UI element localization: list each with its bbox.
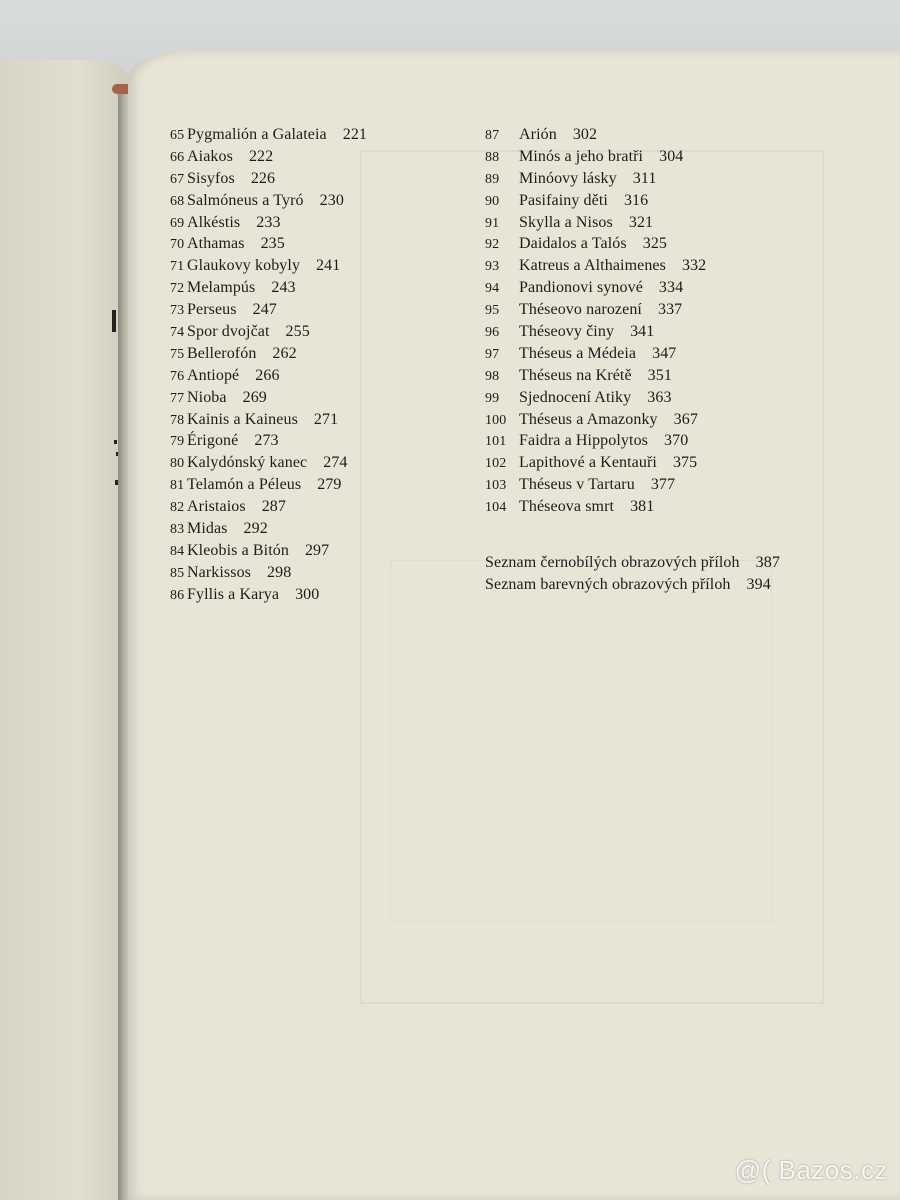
chapter-number: 104 [485,500,507,516]
chapter-number: 69 [170,215,185,231]
chapter-title: Melampús [187,279,256,297]
chapter-number: 71 [170,259,185,275]
chapter-number: 77 [170,390,185,406]
chapter-number: 82 [170,500,185,516]
toc-entry [485,474,706,496]
toc-entry [170,321,367,343]
toc-entry [485,365,706,387]
chapter-number: 97 [485,346,500,362]
chapter-title: Spor dvojčat [187,323,270,341]
page-number: 370 [664,432,689,450]
page-number: 262 [272,344,297,362]
toc-entry [170,518,367,540]
chapter-title: Théseovo narození [519,301,642,319]
chapter-title: Théseus na Krétě [519,366,632,384]
toc-entry [170,124,367,146]
appendix-list [485,552,780,595]
toc-entry [485,124,706,146]
toc-entry [170,168,367,190]
page-number: 292 [243,520,268,538]
toc-entry [170,299,367,321]
chapter-title: Érigoné [187,432,239,450]
toc-entry [170,474,367,496]
page-number: 300 [295,585,320,603]
page-number: 381 [630,498,655,516]
chapter-title: Minós a jeho bratři [519,147,644,165]
chapter-number: 89 [485,171,500,187]
toc-entry [485,233,706,255]
chapter-number: 96 [485,325,500,341]
toc-entry [170,365,367,387]
toc-entry [170,190,367,212]
page-number: 363 [647,388,672,406]
page-number: 279 [317,476,342,494]
chapter-number: 84 [170,543,185,559]
chapter-title: Katreus a Althaimenes [519,257,666,275]
toc-entry [170,496,367,518]
chapter-number: 102 [485,456,507,472]
toc-column-left [170,124,367,606]
chapter-title: Théseus a Amazonky [519,410,658,428]
toc-entry [170,452,367,474]
chapter-title: Narkissos [187,563,252,581]
toc-entry [485,552,780,574]
toc-entry [170,387,367,409]
chapter-title: Théseova smrt [519,498,615,516]
chapter-number: 78 [170,412,185,428]
toc-entry [485,496,706,518]
toc-entry [485,409,706,431]
toc-entry [170,277,367,299]
page-number: 302 [572,126,598,143]
page-number: 347 [652,344,677,362]
chapter-number: 67 [170,171,185,187]
chapter-title: Théseovy činy [519,323,615,341]
page-number: 247 [252,301,277,319]
page-number: 226 [250,169,276,187]
chapter-number: 66 [170,149,185,165]
chapter-number: 80 [170,456,185,472]
toc-entry [170,233,367,255]
page-number: 298 [267,563,292,581]
chapter-title: Théseus a Médeia [519,344,637,362]
page-number: 233 [256,213,281,231]
chapter-title: Lapithové a Kentauři [519,454,657,472]
page-number: 297 [304,541,330,559]
chapter-title: Nioba [187,388,227,406]
page-number: 266 [255,366,280,384]
chapter-title: Pygmalión a Galateia [187,126,327,143]
chapter-number: 88 [485,149,500,165]
toc-entry [485,212,706,234]
chapter-number: 95 [485,303,500,319]
page-number: 230 [319,191,344,209]
chapter-number: 81 [170,478,185,494]
chapter-title: Arión [519,126,557,143]
page-number: 394 [746,575,771,593]
page-number: 325 [642,235,668,253]
chapter-number: 100 [485,412,507,428]
page-number: 316 [623,191,649,209]
chapter-title: Alkéstis [187,213,241,231]
toc-entry [170,409,367,431]
chapter-title: Daidalos a Talós [519,235,627,253]
toc-entry [485,277,706,299]
chapter-number: 101 [485,434,507,450]
show-through-illustration-inner [390,560,772,922]
page-number: 367 [673,410,698,428]
chapter-number: 87 [485,128,500,143]
page-number: 221 [342,126,368,143]
chapter-number: 98 [485,368,500,384]
chapter-title: Telamón a Péleus [187,476,302,494]
chapter-title: Seznam černobílých obrazových příloh [485,554,740,571]
toc-entry [485,190,706,212]
chapter-number: 73 [170,303,185,319]
chapter-title: Midas [187,520,228,538]
chapter-title: Théseus v Tartaru [519,476,635,494]
toc-entry [485,430,706,452]
toc-entry [170,540,367,562]
toc-entry [485,299,706,321]
page-number: 235 [260,235,285,253]
chapter-number: 92 [485,237,500,253]
chapter-title: Salmóneus a Tyró [187,191,304,209]
chapter-title: Sisyfos [187,169,235,187]
chapter-number: 86 [170,587,185,603]
chapter-number: 90 [485,193,500,209]
chapter-number: 68 [170,193,185,209]
chapter-title: Pasifainy děti [519,191,608,209]
page-number: 341 [630,323,655,341]
toc-entry [170,430,367,452]
chapter-title: Glaukovy kobyly [187,257,301,275]
page-number: 271 [313,410,339,428]
toc-entry [485,387,706,409]
chapter-title: Seznam barevných obrazových příloh [485,575,731,593]
chapter-number: 72 [170,281,185,297]
toc-entry [170,255,367,277]
page-number: 255 [285,323,310,341]
chapter-number: 99 [485,390,500,406]
toc-entry [485,146,706,168]
page-number: 311 [632,169,657,187]
chapter-title: Aristaios [187,498,246,516]
chapter-title: Perseus [187,301,237,319]
toc-entry [485,343,706,365]
chapter-number: 74 [170,325,185,341]
left-page [0,60,130,1200]
chapter-title: Kainis a Kaineus [187,410,298,428]
chapter-number: 103 [485,478,507,494]
toc-entry [485,168,706,190]
page-number: 269 [242,388,267,406]
chapter-number: 94 [485,281,500,297]
page-number: 222 [248,147,274,165]
toc-entry [170,212,367,234]
chapter-title: Bellerofón [187,344,257,362]
chapter-title: Athamas [187,235,245,253]
chapter-number: 65 [170,128,185,143]
page-number: 274 [323,454,348,472]
page-number: 377 [650,476,676,494]
page-number: 337 [657,301,683,319]
chapter-number: 75 [170,346,185,362]
toc-entry [170,562,367,584]
page-number: 387 [755,554,780,571]
chapter-title: Fyllis a Karya [187,585,280,603]
toc-entry [485,574,780,596]
watermark-logo: @( Bazos.cz [734,1155,888,1185]
chapter-title: Antiopé [187,366,240,384]
toc-entry [170,343,367,365]
toc-entry [170,146,367,168]
page-number: 332 [681,257,707,275]
chapter-title: Aiakos [187,147,233,165]
chapter-number: 93 [485,259,500,275]
page-number: 241 [316,257,341,275]
page-number: 243 [271,279,296,297]
chapter-title: Faidra a Hippolytos [519,432,648,450]
chapter-number: 76 [170,368,185,384]
chapter-title: Minóovy lásky [519,169,617,187]
page-number: 321 [628,213,654,231]
toc-entry [485,452,706,474]
chapter-title: Kalydónský kanec [187,454,308,472]
page-number: 273 [254,432,279,450]
page-number: 351 [647,366,672,384]
page-number: 334 [658,279,684,297]
chapter-title: Sjednocení Atiky [519,388,632,406]
chapter-number: 91 [485,215,500,231]
chapter-number: 85 [170,565,185,581]
toc-column-right [485,124,706,518]
page-number: 375 [672,454,698,472]
toc-entry [485,255,706,277]
chapter-number: 83 [170,522,185,538]
page-number: 287 [261,498,286,516]
chapter-title: Pandionovi synové [519,279,643,297]
chapter-title: Skylla a Nisos [519,213,613,231]
toc-entry [170,584,367,606]
chapter-number: 70 [170,237,185,253]
chapter-title: Kleobis a Bitón [187,541,289,559]
page-number: 304 [659,147,684,165]
chapter-number: 79 [170,434,185,450]
toc-entry [485,321,706,343]
